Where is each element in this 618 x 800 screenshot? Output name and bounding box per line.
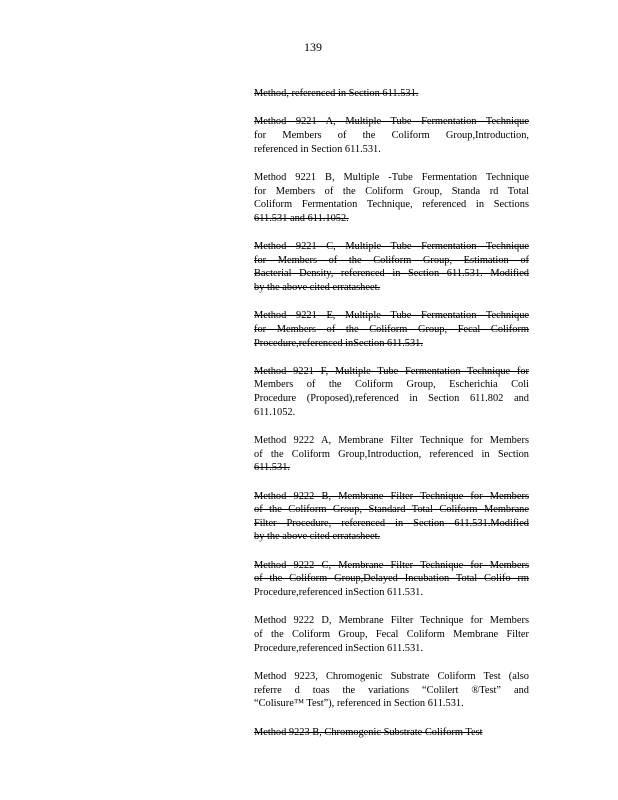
struck-method-paragraph (254, 240, 529, 294)
text-line: Method 9223 B, Chromogenic Substrate Coliform Test (254, 726, 483, 738)
text-line: Method 9221 A, Multiple Tube Fermentation Technique (254, 116, 529, 128)
struck-method-paragraph (254, 309, 529, 350)
method-paragraph (254, 365, 529, 419)
page-number: 139 (304, 40, 322, 54)
text-line: Method 9222 B, Membrane Filter Technique for Members (254, 490, 529, 502)
text-line: Members of the Coliform Group, Escherichia Coli (254, 379, 529, 391)
struck-method-paragraph (254, 726, 529, 740)
text-line: Procedure,referenced inSection 611.531. (254, 642, 423, 654)
text-line: of the Coliform Group,Delayed Incubation Total Colifo rm (254, 573, 529, 585)
method-paragraph (254, 670, 529, 711)
struck-method-paragraph (254, 490, 529, 544)
text-line: of the Coliform Group, Standard Total Coliform Membrane (254, 504, 529, 516)
text-line: Procedure (Proposed),referenced in Section 611.802 and (254, 393, 529, 405)
text-line: 611.531 and 611.1052. (254, 212, 349, 224)
text-line: referenced in Section 611.531. (254, 143, 381, 155)
text-line: of the Coliform Group, Fecal Coliform Membrane Filter (254, 628, 529, 640)
text-line: by the above cited erratasheet. (254, 531, 381, 543)
text-line: Filter Procedure, referenced in Section 611.531.Modified (254, 517, 529, 529)
text-line: “Colisure™ Test”), referenced in Section 611.531. (254, 698, 464, 710)
text-line: referre d toas the variations “Colilert ®Test” and (254, 684, 529, 696)
text-line: of the Coliform Group,Introduction, referenced in Section (254, 448, 529, 460)
method-paragraph (254, 434, 529, 475)
text-line: Method, referenced in Section 611.531. (254, 88, 419, 99)
struck-method-paragraph (254, 87, 529, 101)
text-line: 611.1052. (254, 406, 296, 418)
text-line: Procedure,referenced inSection 611.531. (254, 587, 423, 598)
text-line: Method 9221 F, Multiple Tube Fermentation Technique for (254, 365, 529, 377)
text-line: Method 9221 B, Multiple -Tube Fermentation Technique (254, 171, 529, 183)
text-line: for Members of the Coliform Group, Standa rd Total (254, 185, 529, 197)
method-paragraph (254, 614, 529, 655)
text-line: Method 9223, Chromogenic Substrate Coliform Test (also (254, 670, 529, 682)
text-line: for Members of the Coliform Group, Estimation of (254, 254, 529, 266)
text-line: Procedure,referenced inSection 611.531. (254, 337, 423, 349)
document-body (254, 87, 529, 754)
text-line: 611.531. (254, 462, 290, 474)
method-paragraph (254, 171, 529, 225)
text-line: Method 9222 C, Membrane Filter Technique for Members (254, 559, 529, 571)
text-line: for Members of the Coliform Group,Introduction, (254, 129, 529, 141)
text-line: Method 9222 D, Membrane Filter Technique for Members (254, 615, 529, 627)
method-paragraph (254, 559, 529, 600)
text-line: Method 9222 A, Membrane Filter Technique for Members (254, 435, 529, 447)
text-line: Coliform Fermentation Technique, referenced in Sections (254, 199, 529, 211)
method-paragraph (254, 115, 529, 156)
text-line: by the above cited erratasheet. (254, 281, 381, 293)
text-line: Bacterial Density, referenced in Section 611.531. Modified (254, 268, 529, 280)
text-line: for Members of the Coliform Group, Fecal Coliform (254, 323, 529, 335)
text-line: Method 9221 C, Multiple Tube Fermentation Technique (254, 241, 529, 253)
text-line: Method 9221 E, Multiple Tube Fermentation Technique (254, 310, 529, 322)
